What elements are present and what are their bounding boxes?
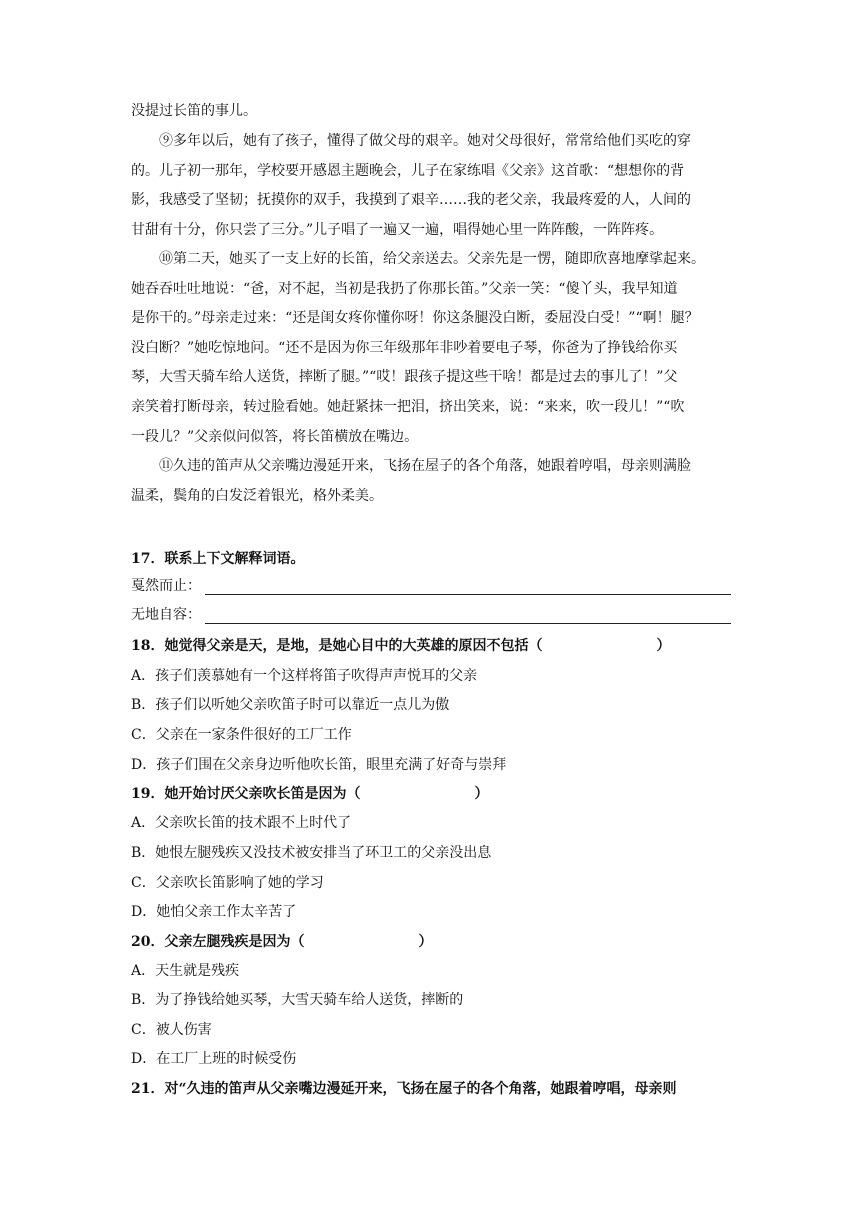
- answer-field-word-2[interactable]: [131, 604, 731, 626]
- option-d: D．在工厂上班的时候受伤: [131, 1051, 297, 1067]
- question-21-title: 21．对“久违的笛声从父亲嘴边漫延开来，飞扬在屋子的各个角落，她跟着哼唱，母亲则: [131, 1081, 677, 1097]
- text-line: 影，我感受了坚韧；抚摸你的双手，我摸到了艰辛……我的老父亲，我最疼爱的人，人间的: [131, 192, 691, 209]
- question-18-title: [131, 635, 670, 655]
- option-d: D．她怕父亲工作太辛苦了: [131, 904, 297, 920]
- question-17-title: 17．联系上下文解释词语。: [131, 551, 305, 567]
- text-line: ⑨多年以后，她有了孩子，懂得了做父母的艰辛。她对父母很好，常常给他们买吃的穿: [159, 133, 691, 149]
- text-line: 一段儿？”父亲似问似答，将长笛横放在嘴边。: [131, 428, 419, 445]
- text-line: 甘甜有十分，你只尝了三分。”儿子唱了一遍又一遍，唱得她心里一阵阵酸，一阵阵疼。: [131, 221, 664, 238]
- text-line: 是你干的。”母亲走过来：“还是闺女疼你懂你呀！你这条腿没白断，委屈没白受！”“啊！腿？: [131, 310, 699, 327]
- option-b: B．孩子们以听她父亲吹笛子时可以靠近一点儿为傲: [131, 697, 450, 713]
- text-line: ⑪久违的笛声从父亲嘴边漫延开来，飞扬在屋子的各个角落，她跟着哼唱，母亲则满脸: [159, 458, 691, 474]
- option-a: A．孩子们羡慕她有一个这样将笛子吹得声声悦耳的父亲: [131, 668, 478, 684]
- text-line: 没白断？”她吃惊地问。“还不是因为你三年级那年非吵着要电子琴，你爸为了挣钱给你买: [131, 339, 678, 356]
- answer-underline[interactable]: [205, 623, 731, 624]
- answer-label: 戛然而止：: [131, 578, 201, 594]
- option-c: C．被人伤害: [131, 1022, 212, 1038]
- text-line: 亲笑着打断母亲，转过脸看她。她赶紧抹一把泪，挤出笑来，说：“来来，吹一段儿！”“吹: [131, 398, 685, 415]
- passage-paragraph-11: [131, 452, 731, 511]
- question-text: 20．父亲左腿残疾是因为（: [131, 934, 305, 950]
- option-b: B．她恨左腿残疾又没技术被安排当了环卫工的父亲没出息: [131, 845, 492, 861]
- text-line: 没提过长笛的事儿。: [131, 103, 257, 119]
- question-19-title: [131, 783, 488, 803]
- text-line: ⑩第二天，她买了一支上好的长笛，给父亲送去。父亲先是一愣，随即欣喜地摩挲起来。: [159, 251, 705, 267]
- answer-underline[interactable]: [205, 594, 731, 595]
- option-b: B．为了挣钱给她买琴，大雪天骑车给人送货，摔断的: [131, 992, 464, 1008]
- text-line: 温柔，鬓角的白发泛着银光，格外柔美。: [131, 487, 383, 504]
- text-line: 琴，大雪天骑车给人送货，摔断了腿。”“哎！跟孩子提这些干啥！都是过去的事儿了！”父: [131, 369, 678, 386]
- question-20-title: [131, 931, 432, 951]
- closing-paren: ）: [656, 638, 671, 654]
- text-line: 的。儿子初一那年，学校要开感恩主题晚会，儿子在家练唱《父亲》这首歌：“想想你的背: [131, 162, 685, 179]
- closing-paren: ）: [474, 786, 489, 802]
- passage-paragraph-9: [131, 127, 731, 245]
- passage-paragraph-10: [131, 245, 731, 452]
- option-d: D．孩子们围在父亲身边听他吹长笛，眼里充满了好奇与崇拜: [131, 757, 507, 773]
- question-text: 19．她开始讨厌父亲吹长笛是因为（: [131, 786, 361, 802]
- option-c: C．父亲在一家条件很好的工厂工作: [131, 727, 352, 743]
- closing-paren: ）: [418, 934, 433, 950]
- answer-label: 无地自容：: [131, 607, 201, 623]
- answer-field-word-1[interactable]: [131, 575, 731, 597]
- question-text: 18．她觉得父亲是天，是地，是她心目中的大英雄的原因不包括（: [131, 638, 543, 654]
- option-a: A．天生就是残疾: [131, 963, 240, 979]
- passage-paragraph-intro: [131, 97, 731, 127]
- option-a: A．父亲吹长笛的技术跟不上时代了: [131, 815, 352, 831]
- option-c: C．父亲吹长笛影响了她的学习: [131, 875, 324, 891]
- text-line: 她吞吞吐吐地说：“爸，对不起，当初是我扔了你那长笛。”父亲一笑：“傻丫头，我早知道: [131, 280, 678, 297]
